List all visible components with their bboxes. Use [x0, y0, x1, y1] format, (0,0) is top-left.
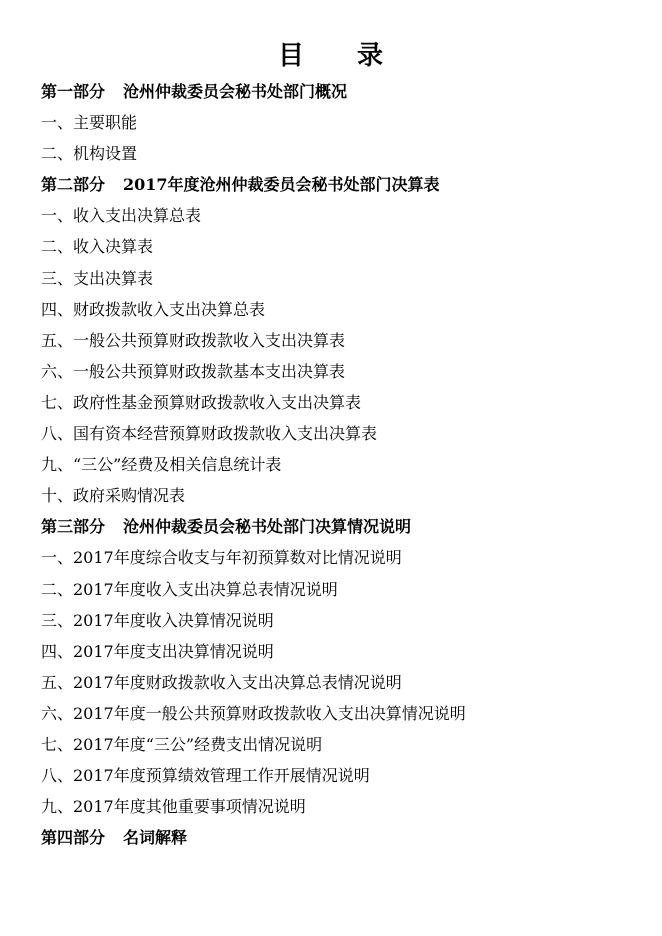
toc-item: 八、国有资本经营预算财政拨款收入支出决算表 — [41, 424, 378, 444]
toc-item: 九、2017年度其他重要事项情况说明 — [41, 797, 306, 817]
section-label: 第四部分 — [41, 828, 106, 848]
toc-item: 五、一般公共预算财政拨款收入支出决算表 — [41, 330, 346, 350]
toc-item: 二、2017年度收入支出决算总表情况说明 — [41, 579, 338, 599]
toc-item: 一、2017年度综合收支与年初预算数对比情况说明 — [41, 548, 402, 568]
title-char-1: 目 — [277, 41, 305, 71]
toc-section-part3 — [41, 511, 641, 542]
toc-item: 一、主要职能 — [41, 113, 138, 133]
section-label: 第三部分 — [41, 517, 106, 537]
toc-section-part1 — [41, 76, 641, 107]
toc-item: 三、支出决算表 — [41, 268, 154, 288]
toc-item: 二、收入决算表 — [41, 237, 154, 257]
toc-item: 一、收入支出决算总表 — [41, 206, 202, 226]
toc-section-part2 — [41, 169, 641, 200]
toc-item: 二、机构设置 — [41, 144, 138, 164]
toc-section-part4 — [41, 822, 641, 853]
toc-item: 六、一般公共预算财政拨款基本支出决算表 — [41, 361, 346, 381]
toc-item: 五、2017年度财政拨款收入支出决算总表情况说明 — [41, 672, 402, 692]
table-of-contents — [41, 76, 641, 853]
toc-item: 七、政府性基金预算财政拨款收入支出决算表 — [41, 392, 362, 412]
section-label: 第一部分 — [41, 82, 106, 101]
section-label: 第二部分 — [41, 175, 106, 195]
toc-item: 七、2017年度“三公”经费支出情况说明 — [41, 734, 323, 754]
toc-item: 四、2017年度支出决算情况说明 — [41, 641, 274, 661]
title-char-2: 录 — [357, 41, 385, 71]
section-title: 沧州仲裁委员会秘书处部门概况 — [123, 82, 348, 101]
section-title: 2017年度沧州仲裁委员会秘书处部门决算表 — [123, 175, 440, 195]
toc-item: 六、2017年度一般公共预算财政拨款收入支出决算情况说明 — [41, 703, 466, 723]
toc-item: 十、政府采购情况表 — [41, 486, 186, 506]
section-title: 沧州仲裁委员会秘书处部门决算情况说明 — [123, 517, 412, 537]
toc-item: 八、2017年度预算绩效管理工作开展情况说明 — [41, 766, 370, 786]
toc-item: 三、2017年度收入决算情况说明 — [41, 610, 274, 630]
section-title: 名词解释 — [123, 828, 188, 848]
page-title — [0, 38, 662, 74]
toc-item: 四、财政拨款收入支出决算总表 — [41, 299, 266, 319]
toc-item: 九、“三公”经费及相关信息统计表 — [41, 455, 282, 475]
